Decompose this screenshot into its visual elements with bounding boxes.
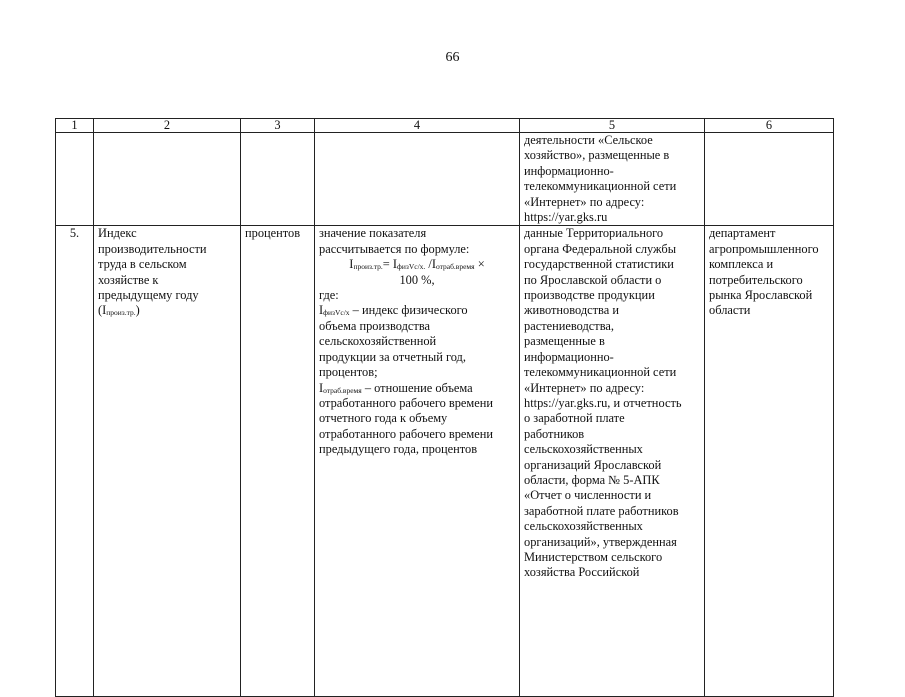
- text-line: деятельности «Сельское: [524, 133, 653, 147]
- text-line: сельскохозяйственных: [524, 442, 643, 457]
- text-line: заработной плате работников: [524, 503, 679, 518]
- text-line: предыдущего года, процентов: [319, 442, 478, 457]
- text-line: о заработной плате: [524, 411, 625, 426]
- text-line: хозяйство», размещенные в: [524, 148, 670, 163]
- text-line: «Интернет» по адресу:: [524, 194, 645, 209]
- cell-empty: [56, 133, 94, 226]
- text-line: производстве продукции: [524, 288, 655, 303]
- method-cell: [315, 226, 520, 697]
- cell-empty: [241, 133, 315, 226]
- header-col-1: 1: [56, 119, 94, 133]
- header-col-6: 6: [705, 119, 834, 133]
- header-col-5: 5: [520, 119, 705, 133]
- text-line: https://yar.gks.ru: [524, 210, 608, 225]
- header-row: [56, 119, 834, 133]
- definition-2: $I_{отраб.время}$ – отношение объема: [319, 380, 473, 395]
- text-line: хозяйстве к: [98, 272, 159, 287]
- text-line: потребительского: [709, 272, 803, 287]
- source-lines: [524, 226, 700, 696]
- text-line: рассчитывается по формуле:: [319, 241, 470, 256]
- text-line: работников: [524, 426, 585, 441]
- text-line: телекоммуникационной сети: [524, 179, 677, 194]
- cell-empty: [315, 133, 520, 226]
- header-col-2: 2: [94, 119, 241, 133]
- text-line: Министерством сельского: [524, 549, 663, 564]
- text-line: организаций Ярославской: [524, 457, 662, 472]
- text-line: отработанного рабочего времени: [319, 426, 494, 441]
- text-line: рынка Ярославской: [709, 288, 813, 303]
- header-col-3: 3: [241, 119, 315, 133]
- cell-empty: [94, 133, 241, 226]
- text-line: процентов;: [319, 365, 378, 380]
- text-line: объема производства: [319, 318, 431, 333]
- text-line: области, форма № 5-АПК: [524, 472, 660, 487]
- text-line: значение показателя: [319, 226, 427, 241]
- text-line: животноводства и: [524, 303, 619, 318]
- formula-line-2: 100 %,: [399, 272, 435, 287]
- text-line: предыдущему году: [98, 288, 199, 303]
- text-line: сельскохозяйственных: [524, 519, 643, 534]
- text-line: комплекса и: [709, 257, 774, 272]
- text-line: растениеводства,: [524, 318, 614, 333]
- text-line: информационно-: [524, 163, 614, 178]
- text-line: отработанного рабочего времени: [319, 395, 494, 410]
- source-cell: [520, 226, 705, 697]
- text-line: сельскохозяйственной: [319, 334, 437, 349]
- text-line: где:: [319, 288, 339, 303]
- text-line: органа Федеральной службы: [524, 241, 677, 256]
- text-line: информационно-: [524, 349, 614, 364]
- responsible-cell: [705, 226, 834, 697]
- text-line: производительности: [98, 241, 207, 256]
- text-line: области: [709, 303, 751, 318]
- text-line: отчетного года к объему: [319, 411, 448, 426]
- text-line: размещенные в: [524, 334, 605, 349]
- text-line: агропромышленного: [709, 241, 819, 256]
- row-number: 5.: [56, 226, 94, 697]
- text-line: данные Территориального: [524, 226, 664, 241]
- text-line: хозяйства Российской: [524, 565, 640, 580]
- text-line: государственной статистики: [524, 257, 674, 272]
- text-line: «Отчет о численности и: [524, 488, 652, 503]
- definition-1: $I_{физVс/х}$ – индекс физического: [319, 303, 468, 318]
- header-col-4: 4: [315, 119, 520, 133]
- table-row-5: [56, 226, 834, 697]
- indicator-table: [55, 118, 834, 697]
- text-line: департамент: [709, 226, 776, 241]
- responsible-lines: [709, 226, 829, 318]
- page-number: 66: [445, 50, 460, 65]
- text-line: https://yar.gks.ru, и отчетность: [524, 395, 682, 410]
- indicator-symbol: $(I_{произ.тр.})$: [98, 303, 140, 318]
- text-line: по Ярославской области о: [524, 272, 662, 287]
- unit-cell: процентов: [241, 226, 315, 697]
- text-line: продукции за отчетный год,: [319, 349, 466, 364]
- formula: $I_{произ.тр.}= I_{физVс/х.}$ $/I_{отраб.время}$ ×: [349, 257, 485, 272]
- text-line: «Интернет» по адресу:: [524, 380, 645, 395]
- text-line: телекоммуникационной сети: [524, 365, 677, 380]
- text-line: организаций», утвержденная: [524, 534, 677, 549]
- cell-empty: [705, 133, 834, 226]
- source-continuation-cell: [520, 133, 705, 226]
- table-row-continuation: [56, 133, 834, 226]
- indicator-name-cell: [94, 226, 241, 697]
- text-line: труда в сельском: [98, 257, 187, 272]
- text-line: Индекс: [98, 226, 137, 241]
